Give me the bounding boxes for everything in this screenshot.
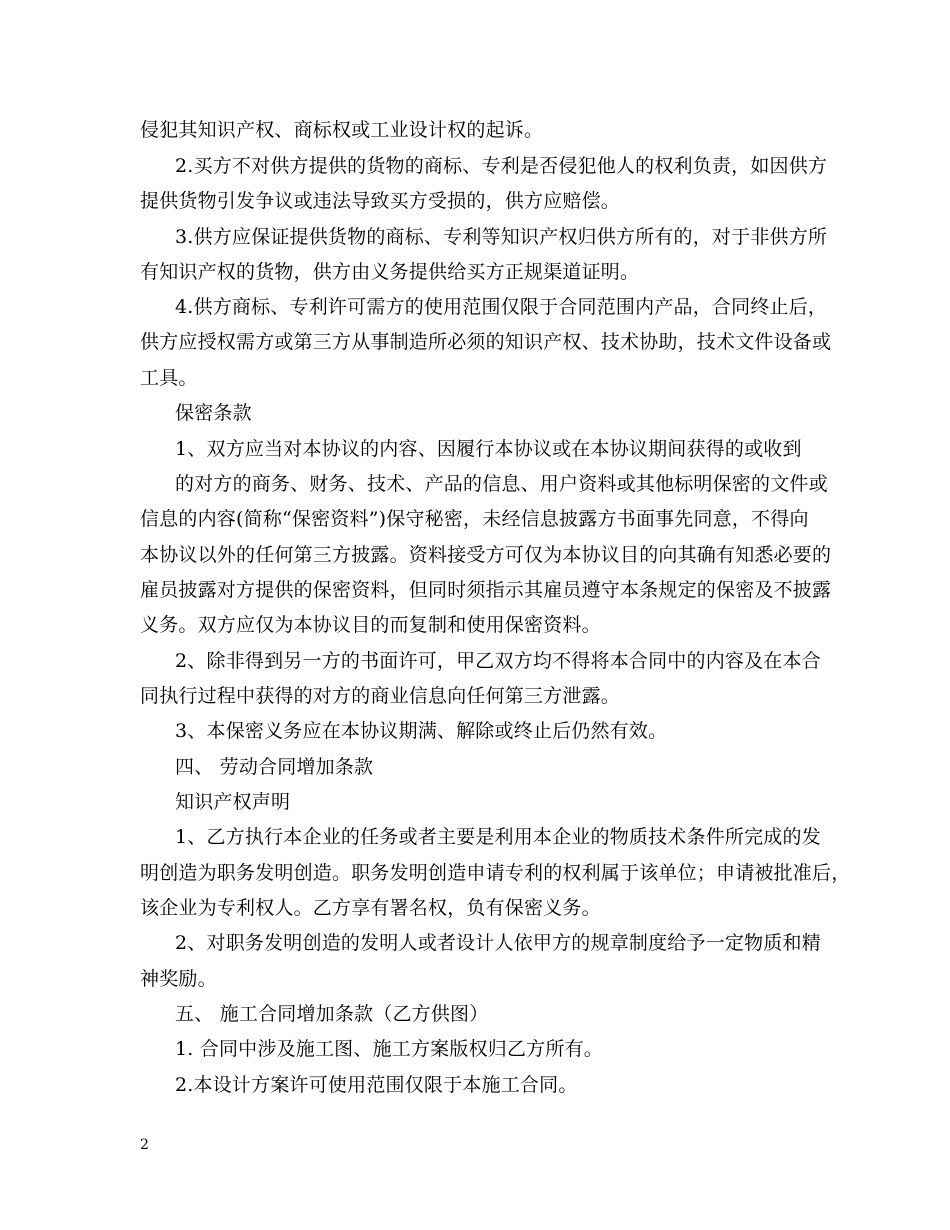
text-line: 2.买方不对供方提供的货物的商标、专利是否侵犯他人的权利负责，如因供方	[175, 155, 828, 177]
text-line: 1. 合同中涉及施工图、施工方案版权归乙方所有。	[175, 1038, 603, 1060]
text-line: 2、除非得到另一方的书面许可，甲乙双方均不得将本合同中的内容及在本合	[175, 650, 821, 672]
text-line: 侵犯其知识产权、商标权或工业设计权的起诉。	[140, 119, 544, 141]
text-line: 神奖励。	[140, 968, 217, 990]
text-line: 4.供方商标、专利许可需方的使用范围仅限于合同范围内产品，合同终止后，	[175, 296, 828, 318]
text-line: 本协议以外的任何第三方披露。资料接受方可仅为本协议目的向其确有知悉必要的	[140, 544, 832, 566]
text-line: 3、本保密义务应在本协议期满、解除或终止后仍然有效。	[175, 720, 668, 742]
text-line: 1、乙方执行本企业的任务或者主要是利用本企业的物质技术条件所完成的发	[175, 826, 821, 848]
text-line: 1、双方应当对本协议的内容、因履行本协议或在本协议期间获得的或收到	[175, 438, 802, 460]
section-heading-labor-contract: 四、 劳动合同增加条款	[175, 756, 374, 778]
text-line: 的对方的商务、财务、技术、产品的信息、用户资料或其他标明保密的文件或	[175, 473, 828, 495]
text-line: 3.供方应保证提供货物的商标、专利等知识产权归供方所有的，对于非供方所	[175, 226, 828, 248]
section-heading-ip-statement: 知识产权声明	[175, 791, 291, 813]
text-line: 信息的内容(简称“保密资料”)保守秘密，未经信息披露方书面事先同意，不得向	[140, 508, 809, 530]
section-heading-construction-contract: 五、 施工合同增加条款（乙方供图）	[175, 1003, 489, 1025]
text-line: 2、对职务发明创造的发明人或者设计人依甲方的规章制度给予一定物质和精	[175, 932, 821, 954]
text-line: 雇员披露对方提供的保密资料，但同时须指示其雇员遵守本条规定的保密及不披露	[140, 579, 832, 601]
text-line: 提供货物引发争议或违法导致买方受损的，供方应赔偿。	[140, 190, 621, 212]
text-line: 工具。	[140, 367, 198, 389]
text-line: 供方应授权需方或第三方从事制造所必须的知识产权、技术协助，技术文件设备或	[140, 331, 832, 353]
text-line: 2.本设计方案许可使用范围仅限于本施工合同。	[175, 1074, 578, 1096]
page-number: 2	[140, 1137, 149, 1153]
text-line: 该企业为专利权人。乙方享有署名权，负有保密义务。	[140, 897, 601, 919]
text-line: 同执行过程中获得的对方的商业信息向任何第三方泄露。	[140, 685, 621, 707]
text-line: 义务。双方应仅为本协议目的而复制和使用保密资料。	[140, 614, 601, 636]
section-heading-confidentiality: 保密条款	[175, 402, 252, 424]
text-line: 有知识产权的货物，供方由义务提供给买方正规渠道证明。	[140, 261, 640, 283]
text-line: 明创造为职务发明创造。职务发明创造申请专利的权利属于该单位；申请被批准后，	[140, 862, 851, 884]
